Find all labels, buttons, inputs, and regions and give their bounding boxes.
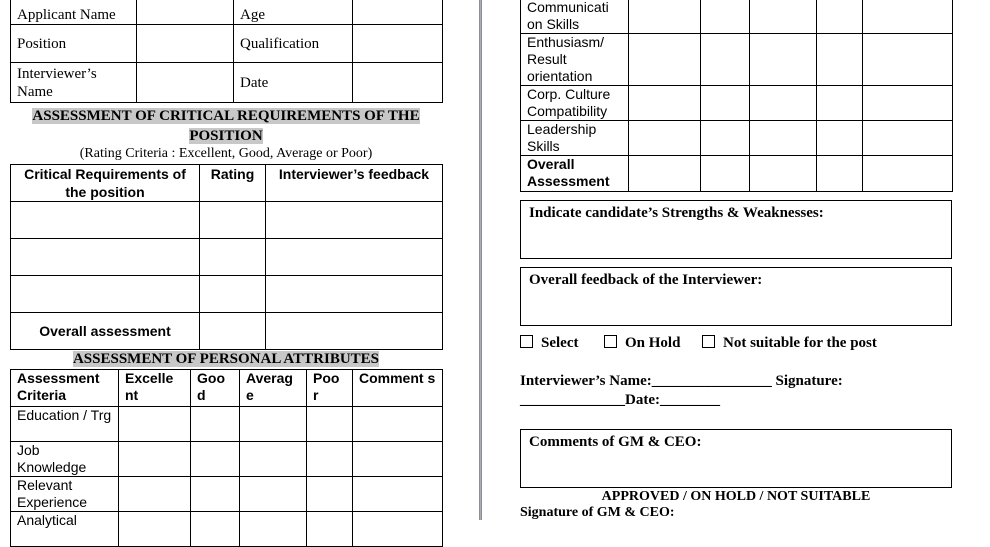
overall-feedback-label: Overall feedback of the Interviewer: (529, 272, 763, 288)
strengths-weaknesses-box[interactable] (520, 200, 952, 259)
page-gutter (470, 0, 490, 520)
comment-cell[interactable] (353, 442, 443, 477)
rating-cell[interactable] (200, 276, 266, 313)
gm-ceo-signature-label: Signature of GM & CEO: (520, 505, 675, 520)
col-rating: Rating (200, 165, 266, 202)
attribute-label: Education / Trg (11, 407, 119, 442)
col-assessment-criteria: Assessment Criteria (11, 370, 119, 407)
on-hold-label: On Hold (625, 335, 681, 351)
rating-cell[interactable] (240, 442, 307, 477)
rating-cell[interactable] (629, 121, 701, 156)
interviewer-name-label: Interviewer’s Name (11, 63, 137, 103)
rating-cell[interactable] (629, 0, 701, 34)
applicant-info-table (10, 0, 443, 103)
comment-cell[interactable] (353, 477, 443, 512)
rating-cell[interactable] (240, 477, 307, 512)
approval-status-line: APPROVED / ON HOLD / NOT SUITABLE (601, 489, 871, 504)
comment-cell[interactable] (863, 34, 953, 86)
overall-feedback-cell[interactable] (266, 313, 443, 350)
select-checkbox[interactable] (520, 335, 533, 348)
skill-label: Leadership Skills (521, 121, 629, 156)
col-comments: Comment s (353, 370, 443, 407)
rating-cell[interactable] (200, 239, 266, 276)
comment-cell[interactable] (353, 407, 443, 442)
col-average: Averag e (240, 370, 307, 407)
rating-cell[interactable] (701, 0, 750, 34)
rating-cell[interactable] (629, 156, 701, 192)
rating-cell[interactable] (191, 442, 240, 477)
position-field[interactable] (137, 25, 234, 63)
critical-requirements-table (10, 164, 443, 350)
comment-cell[interactable] (863, 156, 953, 192)
rating-cell[interactable] (750, 121, 817, 156)
not-suitable-label: Not suitable for the post (723, 335, 877, 351)
left-page-border (470, 0, 480, 520)
rating-cell[interactable] (629, 86, 701, 121)
col-excellent: Excelle nt (119, 370, 191, 407)
requirement-cell[interactable] (11, 276, 200, 313)
rating-cell[interactable] (200, 202, 266, 239)
rating-cell[interactable] (307, 512, 353, 547)
interviewer-signature-line: Interviewer’s Name:________________ Signature: (520, 373, 843, 389)
comment-cell[interactable] (863, 0, 953, 34)
overall-rating-cell[interactable] (200, 313, 266, 350)
requirement-cell[interactable] (11, 239, 200, 276)
rating-cell[interactable] (817, 156, 863, 192)
strengths-weaknesses-label: Indicate candidate’s Strengths & Weaknesses: (529, 205, 824, 221)
col-critical-requirements: Critical Requirements of the position (11, 165, 200, 202)
skills-assessment-table (520, 0, 953, 192)
rating-cell[interactable] (750, 34, 817, 86)
feedback-cell[interactable] (266, 202, 443, 239)
rating-cell[interactable] (191, 407, 240, 442)
personal-attributes-heading (10, 349, 442, 369)
rating-cell[interactable] (240, 512, 307, 547)
rating-cell[interactable] (750, 86, 817, 121)
overall-skill-label: Overall Assessment (521, 156, 629, 192)
rating-cell[interactable] (119, 477, 191, 512)
rating-cell[interactable] (817, 0, 863, 34)
rating-cell[interactable] (119, 407, 191, 442)
rating-cell[interactable] (307, 477, 353, 512)
age-label: Age (234, 0, 353, 25)
skill-label: Enthusiasm/ Result orientation (521, 34, 629, 86)
attribute-label: Job Knowledge (11, 442, 119, 477)
age-field[interactable] (353, 0, 443, 25)
col-good: Goo d (191, 370, 240, 407)
critical-requirements-heading (10, 106, 442, 146)
gm-ceo-comments-label: Comments of GM & CEO: (529, 434, 702, 450)
critical-requirements-heading-text: ASSESSMENT OF CRITICAL REQUIREMENTS OF THE POSITION (32, 108, 420, 144)
personal-attributes-table (10, 369, 443, 547)
select-option[interactable] (520, 335, 578, 352)
rating-criteria-note: (Rating Criteria : Excellent, Good, Average or Poor) (79, 146, 373, 161)
attribute-label: Relevant Experience (11, 477, 119, 512)
col-interviewer-feedback: Interviewer’s feedback (266, 165, 443, 202)
rating-cell[interactable] (629, 34, 701, 86)
rating-cell[interactable] (307, 407, 353, 442)
qualification-label: Qualification (234, 25, 353, 63)
not-suitable-option[interactable] (702, 335, 877, 352)
feedback-cell[interactable] (266, 276, 443, 313)
applicant-name-label: Applicant Name (11, 0, 137, 25)
signature-date-line: ______________Date:________ (520, 392, 720, 408)
rating-cell[interactable] (307, 442, 353, 477)
rating-cell[interactable] (701, 86, 750, 121)
rating-cell[interactable] (817, 121, 863, 156)
date-label: Date (234, 63, 353, 103)
rating-cell[interactable] (191, 512, 240, 547)
rating-cell[interactable] (750, 0, 817, 34)
rating-cell[interactable] (701, 121, 750, 156)
on-hold-option[interactable] (604, 335, 680, 352)
select-label: Select (541, 335, 579, 351)
interviewer-name-field[interactable] (137, 63, 234, 103)
applicant-name-field[interactable] (137, 0, 234, 25)
rating-cell[interactable] (701, 34, 750, 86)
not-suitable-checkbox[interactable] (702, 335, 715, 348)
qualification-field[interactable] (353, 25, 443, 63)
requirement-cell[interactable] (11, 202, 200, 239)
col-poor: Poo r (307, 370, 353, 407)
rating-cell[interactable] (750, 156, 817, 192)
skill-label: Communicati on Skills (521, 0, 629, 34)
feedback-cell[interactable] (266, 239, 443, 276)
on-hold-checkbox[interactable] (604, 335, 617, 348)
rating-cell[interactable] (240, 407, 307, 442)
overall-assessment-label: Overall assessment (11, 313, 200, 350)
rating-cell[interactable] (191, 477, 240, 512)
left-page (0, 0, 470, 528)
date-field[interactable] (353, 63, 443, 103)
position-label: Position (11, 25, 137, 63)
comment-cell[interactable] (863, 121, 953, 156)
attribute-label: Analytical (11, 512, 119, 547)
rating-cell[interactable] (701, 156, 750, 192)
comment-cell[interactable] (353, 512, 443, 547)
rating-cell[interactable] (119, 512, 191, 547)
overall-feedback-box[interactable] (520, 267, 952, 326)
rating-cell[interactable] (119, 442, 191, 477)
rating-cell[interactable] (817, 86, 863, 121)
skill-label: Corp. Culture Compatibility (521, 86, 629, 121)
personal-attributes-heading-text: ASSESSMENT OF PERSONAL ATTRIBUTES (72, 351, 380, 367)
gm-ceo-comments-box[interactable] (520, 429, 952, 488)
comment-cell[interactable] (863, 86, 953, 121)
rating-cell[interactable] (817, 34, 863, 86)
